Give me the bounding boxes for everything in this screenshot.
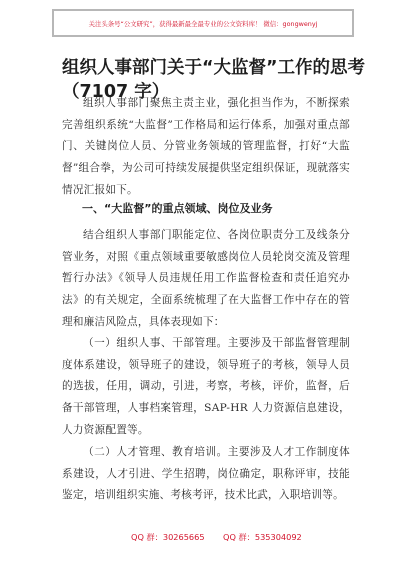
footer-qq-group-2: QQ 群：535304092 (223, 532, 302, 542)
title-line-2: （7107 字） (62, 82, 170, 102)
title-line-1: 组织人事部门关于“大监督”工作的思考 (62, 58, 366, 78)
body-paragraph: 结合组织人事部门职能定位、各岗位职责分工及线条分管业务，对照《重点领域重要敏感岗位人员轮岗交流及管理暂行办法》《领导人员违规任用工作监督检查和责任追究办法》的有关规定，全面系统梳理了在大监督工作中存在的管理和廉洁风险点，具体表现如下： (62, 229, 350, 328)
page-footer (0, 532, 408, 546)
promo-banner-text: 关注头条号“公文研究”，获得最新最全最专业的公文资料库！ 微信：gongwenyj (88, 19, 318, 28)
body-paragraph: （二）人才管理、教育培训。主要涉及人才工作制度体系建设，人才引进、学生招聘，岗位确定，职称评审，技能鉴定，培训组织实施、考核考评，技术比武，入职培训等。 (62, 446, 350, 502)
intro-paragraph: 组织人事部门聚焦主责主业，强化担当作为，不断探索完善组织系统“大监督”工作格局和运行体系，加强对重点部门、关键岗位人员、分管业务领域的管理监督，打好“大监督”组合拳，为公司可持续发展提供坚定组织保证，现就落实情况汇报如下。 (62, 97, 350, 196)
body-paragraph: （一）组织人事、干部管理。主要涉及干部监督管理制度体系建设，领导班子的建设，领导班子的考核，领导人员的选拔，任用，调动，引进，考察，考核，评价，监督，后备干部管理，人事档案管理，SAP-HR 人力资源信息建设，人力资源配置等。 (62, 337, 350, 436)
promo-banner (52, 9, 354, 37)
section-heading: 一、“大监督”的重点领域、岗位及业务 (82, 202, 273, 215)
footer-qq-group: QQ 群：30265665 (131, 532, 205, 542)
